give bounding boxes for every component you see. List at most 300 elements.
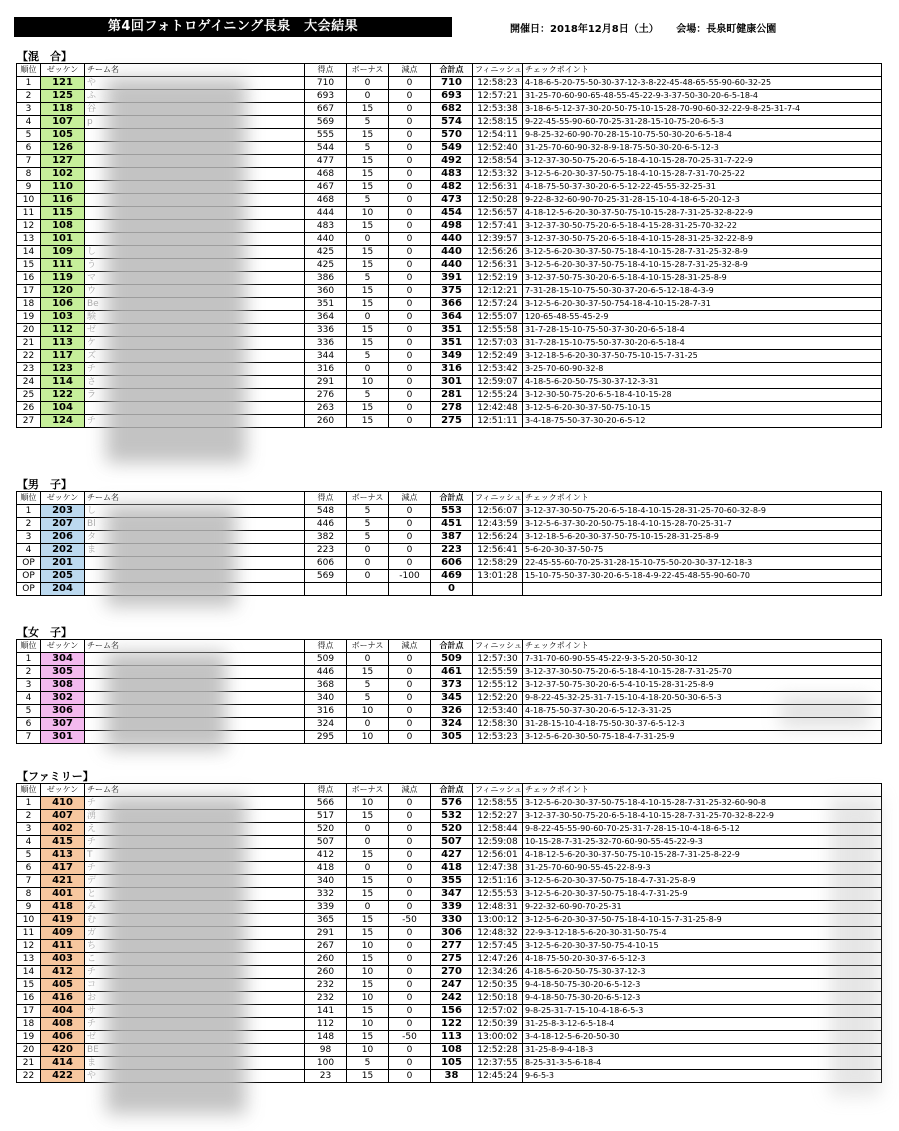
cell-rank: 27 [17, 415, 41, 428]
cell-finish: 12:59:07 [473, 376, 523, 389]
cell-penalty: 0 [389, 233, 431, 246]
cell-cp: 31-28-15-10-4-18-75-50-30-37-6-5-12-3 [523, 718, 882, 731]
cell-finish: 12:50:35 [473, 979, 523, 992]
cell-points: 276 [305, 389, 347, 402]
cell-total: 281 [431, 389, 473, 402]
header-bib: ゼッケン [41, 64, 85, 77]
cell-finish: 12:56:31 [473, 181, 523, 194]
cell-bib: 302 [41, 692, 85, 705]
cell-penalty: 0 [389, 731, 431, 744]
cell-finish: 12:55:53 [473, 888, 523, 901]
cell-penalty: 0 [389, 557, 431, 570]
cell-finish: 12:58:30 [473, 718, 523, 731]
cell-points: 566 [305, 797, 347, 810]
cell-points: 360 [305, 285, 347, 298]
cell-cp: 9-8-25-31-7-15-10-4-18-6-5-3 [523, 1005, 882, 1018]
cell-points: 544 [305, 142, 347, 155]
cell-total: 355 [431, 875, 473, 888]
cell-finish: 13:00:02 [473, 1031, 523, 1044]
cell-team: チ [85, 966, 305, 979]
cell-points: 606 [305, 557, 347, 570]
cell-total: 324 [431, 718, 473, 731]
cell-bib: 411 [41, 940, 85, 953]
cell-total: 375 [431, 285, 473, 298]
cell-finish: 12:53:23 [473, 731, 523, 744]
cell-bonus: 0 [347, 311, 389, 324]
cell-bib: 126 [41, 142, 85, 155]
cell-finish: 12:55:58 [473, 324, 523, 337]
cell-total: 306 [431, 927, 473, 940]
cell-points: 223 [305, 544, 347, 557]
cell-points: 263 [305, 402, 347, 415]
cell-penalty: 0 [389, 505, 431, 518]
cell-cp: 31-25-70-60-90-32-8-9-18-75-50-30-20-6-5-12-3 [523, 142, 882, 155]
cell-penalty: 0 [389, 823, 431, 836]
cell-cp: 3-12-5-6-37-30-20-50-75-18-4-10-15-28-70-25-31-7 [523, 518, 882, 531]
cell-cp: 9-6-5-3 [523, 1070, 882, 1083]
cell-team: チ [85, 415, 305, 428]
cell-finish: 12:53:38 [473, 103, 523, 116]
cell-points: 368 [305, 679, 347, 692]
cell-finish: 12:55:59 [473, 666, 523, 679]
cell-finish: 12:52:19 [473, 272, 523, 285]
cell-bonus: 15 [347, 1005, 389, 1018]
cell-bonus: 10 [347, 797, 389, 810]
cell-rank: 20 [17, 324, 41, 337]
cell-rank: 22 [17, 1070, 41, 1083]
cell-rank: 13 [17, 233, 41, 246]
cell-total: 454 [431, 207, 473, 220]
cell-finish: 12:59:08 [473, 836, 523, 849]
cell-bib: 402 [41, 823, 85, 836]
cell-finish: 12:57:24 [473, 298, 523, 311]
cell-penalty: 0 [389, 544, 431, 557]
cell-finish: 12:34:26 [473, 966, 523, 979]
cell-bonus: 10 [347, 376, 389, 389]
cell-bonus: 0 [347, 901, 389, 914]
cell-bonus: 15 [347, 888, 389, 901]
cell-points: 260 [305, 415, 347, 428]
header-penalty: 減点 [389, 784, 431, 797]
cell-cp: 3-12-37-30-50-75-20-6-5-18-4-10-15-28-7-31-25-70-32-8-22-9 [523, 810, 882, 823]
header-bonus: ボーナス [347, 64, 389, 77]
header-points: 得点 [305, 64, 347, 77]
cell-total: 391 [431, 272, 473, 285]
cell-finish: 12:51:11 [473, 415, 523, 428]
cell-penalty: 0 [389, 272, 431, 285]
header-finish: フィニッシュ [473, 640, 523, 653]
cell-bonus: 15 [347, 415, 389, 428]
cell-points [305, 583, 347, 596]
cell-cp: 31-25-8-9-4-18-3 [523, 1044, 882, 1057]
cell-penalty: 0 [389, 966, 431, 979]
cell-penalty: 0 [389, 1057, 431, 1070]
cell-total: 606 [431, 557, 473, 570]
cell-points: 351 [305, 298, 347, 311]
cell-team: や [85, 77, 305, 90]
cell-rank: 4 [17, 836, 41, 849]
cell-total: 482 [431, 181, 473, 194]
cell-penalty: 0 [389, 376, 431, 389]
cell-cp: 4-18-5-6-20-50-75-30-37-12-3 [523, 966, 882, 979]
cell-total: 498 [431, 220, 473, 233]
cell-bonus: 15 [347, 103, 389, 116]
cell-points: 382 [305, 531, 347, 544]
cell-bib: 414 [41, 1057, 85, 1070]
cell-points: 548 [305, 505, 347, 518]
cell-team: 験 [85, 311, 305, 324]
cell-finish: 12:53:42 [473, 363, 523, 376]
cell-cp: 3-12-37-50-75-30-20-6-5-18-4-10-15-28-31-25-8-9 [523, 272, 882, 285]
cell-penalty: 0 [389, 875, 431, 888]
cell-rank: 1 [17, 797, 41, 810]
cell-points: 446 [305, 518, 347, 531]
cell-finish: 12:58:29 [473, 557, 523, 570]
cell-bonus: 0 [347, 363, 389, 376]
team-name-blur [106, 78, 246, 463]
cell-team: Be [85, 298, 305, 311]
header-total: 合計点 [431, 64, 473, 77]
cell-rank: 5 [17, 129, 41, 142]
cell-finish: 12:47:26 [473, 953, 523, 966]
cell-rank: 6 [17, 142, 41, 155]
cell-bib: 417 [41, 862, 85, 875]
cell-finish: 12:58:23 [473, 77, 523, 90]
cell-bib: 118 [41, 103, 85, 116]
section-title: 【女 子】 [17, 626, 72, 639]
cell-total: 570 [431, 129, 473, 142]
cell-cp: 120-65-48-55-45-2-9 [523, 311, 882, 324]
cell-bonus: 0 [347, 557, 389, 570]
cell-finish [473, 583, 523, 596]
cell-cp: 4-18-75-50-20-30-37-6-5-12-3 [523, 953, 882, 966]
cell-total: 275 [431, 415, 473, 428]
cell-cp: 9-8-22-45-32-25-31-7-15-10-4-18-20-50-30-6-5-3 [523, 692, 882, 705]
cell-cp: 9-22-45-55-90-60-70-25-31-28-15-10-75-20-6-5-3 [523, 116, 882, 129]
cell-total: 440 [431, 246, 473, 259]
cell-bib: 117 [41, 350, 85, 363]
cell-cp: 9-8-22-45-55-90-60-70-25-31-7-28-15-10-4-18-6-5-12 [523, 823, 882, 836]
cell-penalty: 0 [389, 298, 431, 311]
cell-rank: 17 [17, 285, 41, 298]
cell-bib: 415 [41, 836, 85, 849]
cell-cp: 3-12-18-5-6-20-30-37-50-75-10-15-28-31-25-8-9 [523, 531, 882, 544]
cell-total: 549 [431, 142, 473, 155]
cell-bonus: 15 [347, 168, 389, 181]
cell-points: 365 [305, 914, 347, 927]
cell-bib: 114 [41, 376, 85, 389]
cell-total: 277 [431, 940, 473, 953]
cell-bonus: 15 [347, 810, 389, 823]
cell-rank: 21 [17, 1057, 41, 1070]
cell-bib: 110 [41, 181, 85, 194]
cell-bonus: 5 [347, 531, 389, 544]
cell-total: 427 [431, 849, 473, 862]
cell-penalty: 0 [389, 259, 431, 272]
cell-rank: 7 [17, 875, 41, 888]
cell-bib: 125 [41, 90, 85, 103]
cell-bib: 405 [41, 979, 85, 992]
cell-bonus: 15 [347, 666, 389, 679]
cell-team: サ [85, 1005, 305, 1018]
cell-team: や [85, 1070, 305, 1083]
cell-penalty: 0 [389, 90, 431, 103]
cell-total: 682 [431, 103, 473, 116]
cell-bib: 122 [41, 389, 85, 402]
cell-finish: 12:42:48 [473, 402, 523, 415]
cell-rank: 1 [17, 653, 41, 666]
header-team: チーム名 [85, 492, 305, 505]
cell-bonus: 15 [347, 849, 389, 862]
cell-penalty: 0 [389, 531, 431, 544]
cell-points: 386 [305, 272, 347, 285]
header-checkpoints: チェックポイント [523, 64, 882, 77]
cell-total: 469 [431, 570, 473, 583]
cell-total: 0 [431, 583, 473, 596]
cell-rank: 9 [17, 181, 41, 194]
cell-total: 440 [431, 233, 473, 246]
cell-total: 351 [431, 324, 473, 337]
cell-bonus: 15 [347, 914, 389, 927]
cell-cp: 31-25-70-60-90-65-48-55-45-22-9-3-37-50-30-20-6-5-18-4 [523, 90, 882, 103]
cell-points: 710 [305, 77, 347, 90]
cell-penalty: 0 [389, 849, 431, 862]
cell-total: 387 [431, 531, 473, 544]
cell-bonus: 0 [347, 653, 389, 666]
cell-points: 667 [305, 103, 347, 116]
cell-team: ち [85, 940, 305, 953]
cell-cp: 4-18-5-6-20-50-75-30-37-12-3-31 [523, 376, 882, 389]
cell-penalty: 0 [389, 810, 431, 823]
header-bonus: ボーナス [347, 492, 389, 505]
cell-bonus: 5 [347, 679, 389, 692]
cell-cp: 4-18-12-5-6-20-30-37-50-75-10-15-28-7-31-25-32-8-22-9 [523, 207, 882, 220]
cell-finish: 12:37:55 [473, 1057, 523, 1070]
header-rank: 順位 [17, 784, 41, 797]
cell-bonus: 15 [347, 129, 389, 142]
cell-points: 444 [305, 207, 347, 220]
cell-points: 148 [305, 1031, 347, 1044]
cell-bib: 120 [41, 285, 85, 298]
cell-finish: 12:57:41 [473, 220, 523, 233]
cell-cp: 3-4-18-12-5-6-20-50-30 [523, 1031, 882, 1044]
cell-bonus: 15 [347, 1031, 389, 1044]
cell-total: 440 [431, 259, 473, 272]
cell-total: 347 [431, 888, 473, 901]
cell-rank: 4 [17, 692, 41, 705]
cell-points: 412 [305, 849, 347, 862]
cell-total: 275 [431, 953, 473, 966]
cell-bib: 206 [41, 531, 85, 544]
cell-points: 100 [305, 1057, 347, 1070]
cell-finish: 12:58:54 [473, 155, 523, 168]
event-date: 開催日：2018年12月8日（土） [510, 24, 659, 35]
cell-cp: 4-18-6-5-20-75-50-30-37-12-3-8-22-45-48-65-55-90-60-32-25 [523, 77, 882, 90]
cell-finish: 12:57:03 [473, 337, 523, 350]
cell-team: チ [85, 862, 305, 875]
cell-team: え [85, 823, 305, 836]
cell-points: 98 [305, 1044, 347, 1057]
cell-rank: 19 [17, 1031, 41, 1044]
cell-points: 418 [305, 862, 347, 875]
cell-bib: 404 [41, 1005, 85, 1018]
cell-finish: 12:56:07 [473, 505, 523, 518]
cell-rank: 8 [17, 168, 41, 181]
cell-bonus: 0 [347, 233, 389, 246]
cell-cp: 3-12-5-6-20-30-37-50-75-18-4-10-15-7-31-25-8-9 [523, 914, 882, 927]
cell-bib: 108 [41, 220, 85, 233]
cell-finish: 12:57:21 [473, 90, 523, 103]
cell-penalty: 0 [389, 337, 431, 350]
cell-penalty: 0 [389, 285, 431, 298]
cell-bonus: 5 [347, 142, 389, 155]
cell-bonus: 15 [347, 285, 389, 298]
event-venue: 会場：長泉町健康公園 [676, 24, 777, 35]
cell-penalty: 0 [389, 992, 431, 1005]
cell-rank: 2 [17, 666, 41, 679]
cell-bib: 112 [41, 324, 85, 337]
header-bib: ゼッケン [41, 640, 85, 653]
header-rank: 順位 [17, 640, 41, 653]
cell-finish: 12:52:49 [473, 350, 523, 363]
cell-bib: 121 [41, 77, 85, 90]
cell-total: 710 [431, 77, 473, 90]
cell-points: 477 [305, 155, 347, 168]
cell-total: 532 [431, 810, 473, 823]
section-title: 【男 子】 [17, 478, 72, 491]
cell-points: 232 [305, 992, 347, 1005]
cell-rank: 7 [17, 731, 41, 744]
cell-cp: 9-22-32-60-90-70-25-31 [523, 901, 882, 914]
cell-cp: 22-9-3-12-18-5-6-20-30-31-50-75-4 [523, 927, 882, 940]
cell-points: 316 [305, 705, 347, 718]
cell-bonus: 10 [347, 992, 389, 1005]
cell-finish: 12:55:12 [473, 679, 523, 692]
cell-penalty: 0 [389, 402, 431, 415]
cell-points: 332 [305, 888, 347, 901]
cell-total: 520 [431, 823, 473, 836]
cell-penalty: 0 [389, 927, 431, 940]
table-header-row [17, 64, 882, 77]
cell-bib: 304 [41, 653, 85, 666]
cell-rank: 5 [17, 705, 41, 718]
cell-points: 232 [305, 979, 347, 992]
cell-rank: 11 [17, 927, 41, 940]
cell-cp: 9-8-25-32-60-90-70-28-15-10-75-50-30-20-6-5-18-4 [523, 129, 882, 142]
cell-rank: 3 [17, 823, 41, 836]
cell-penalty: 0 [389, 181, 431, 194]
cell-bonus: 5 [347, 1057, 389, 1070]
table-header-row [17, 784, 882, 797]
cell-team: タ [85, 531, 305, 544]
cell-total: 326 [431, 705, 473, 718]
cell-bonus: 15 [347, 181, 389, 194]
cell-rank: 17 [17, 1005, 41, 1018]
header-rank: 順位 [17, 492, 41, 505]
cell-cp: 3-12-5-6-20-30-50-75-18-4-7-31-25-9 [523, 731, 882, 744]
cell-points: 555 [305, 129, 347, 142]
cell-rank: 3 [17, 103, 41, 116]
header-points: 得点 [305, 492, 347, 505]
cell-cp: 8-25-31-3-5-6-18-4 [523, 1057, 882, 1070]
cell-finish: 12:50:28 [473, 194, 523, 207]
cell-bib: 416 [41, 992, 85, 1005]
cell-total: 366 [431, 298, 473, 311]
cell-cp: 31-25-8-3-12-6-5-18-4 [523, 1018, 882, 1031]
cell-points: 267 [305, 940, 347, 953]
cell-total: 113 [431, 1031, 473, 1044]
cell-bonus: 0 [347, 836, 389, 849]
cell-bib: 201 [41, 557, 85, 570]
cell-rank: 10 [17, 194, 41, 207]
cell-points: 324 [305, 718, 347, 731]
cell-rank: 16 [17, 992, 41, 1005]
cell-rank: 2 [17, 90, 41, 103]
cell-cp: 3-12-5-6-20-30-37-50-75-18-4-10-15-28-7-31-25-32-60-90-8 [523, 797, 882, 810]
cell-bonus: 15 [347, 246, 389, 259]
cell-team: 谷 [85, 103, 305, 116]
cell-team: Bl [85, 518, 305, 531]
table-header-row [17, 492, 882, 505]
cell-cp: 3-12-5-6-20-30-37-50-75-18-4-10-15-28-7-31-25-32-8-9 [523, 259, 882, 272]
cell-rank: 2 [17, 810, 41, 823]
cell-bib: 127 [41, 155, 85, 168]
cell-rank: OP [17, 583, 41, 596]
cell-bonus: 10 [347, 1044, 389, 1057]
cell-rank: OP [17, 557, 41, 570]
cell-total: 461 [431, 666, 473, 679]
cell-bonus: 0 [347, 544, 389, 557]
header-penalty: 減点 [389, 640, 431, 653]
cell-bib: 124 [41, 415, 85, 428]
cell-total: 373 [431, 679, 473, 692]
cell-finish: 12:39:57 [473, 233, 523, 246]
cell-total: 345 [431, 692, 473, 705]
cell-bib: 101 [41, 233, 85, 246]
header-penalty: 減点 [389, 492, 431, 505]
cell-penalty: 0 [389, 207, 431, 220]
cell-penalty: 0 [389, 1005, 431, 1018]
cell-rank: 15 [17, 259, 41, 272]
cell-penalty [389, 583, 431, 596]
cell-bib: 106 [41, 298, 85, 311]
cell-rank: 26 [17, 402, 41, 415]
cell-penalty: 0 [389, 979, 431, 992]
cell-points: 440 [305, 233, 347, 246]
cell-bonus: 10 [347, 705, 389, 718]
cell-finish: 12:52:40 [473, 142, 523, 155]
cell-rank: 19 [17, 311, 41, 324]
cell-cp: 4-18-75-50-37-30-20-6-5-12-22-45-55-32-25-31 [523, 181, 882, 194]
checkpoint-blur [830, 796, 880, 1096]
cell-cp: 3-12-37-30-50-75-20-6-5-18-4-15-28-31-25-70-32-22 [523, 220, 882, 233]
document-title: 第4回フォトロゲイニング長泉 大会結果 [14, 17, 452, 37]
cell-finish: 12:53:32 [473, 168, 523, 181]
cell-team: ゼ [85, 324, 305, 337]
cell-finish: 12:48:32 [473, 927, 523, 940]
cell-penalty: 0 [389, 679, 431, 692]
cell-penalty: 0 [389, 168, 431, 181]
cell-bonus: 5 [347, 116, 389, 129]
cell-team: マ [85, 272, 305, 285]
cell-points: 344 [305, 350, 347, 363]
cell-penalty: 0 [389, 666, 431, 679]
cell-bonus: 5 [347, 505, 389, 518]
cell-points: 291 [305, 927, 347, 940]
cell-cp: 31-7-28-15-10-75-50-37-30-20-6-5-18-4 [523, 337, 882, 350]
cell-rank: 18 [17, 298, 41, 311]
cell-rank: 14 [17, 246, 41, 259]
